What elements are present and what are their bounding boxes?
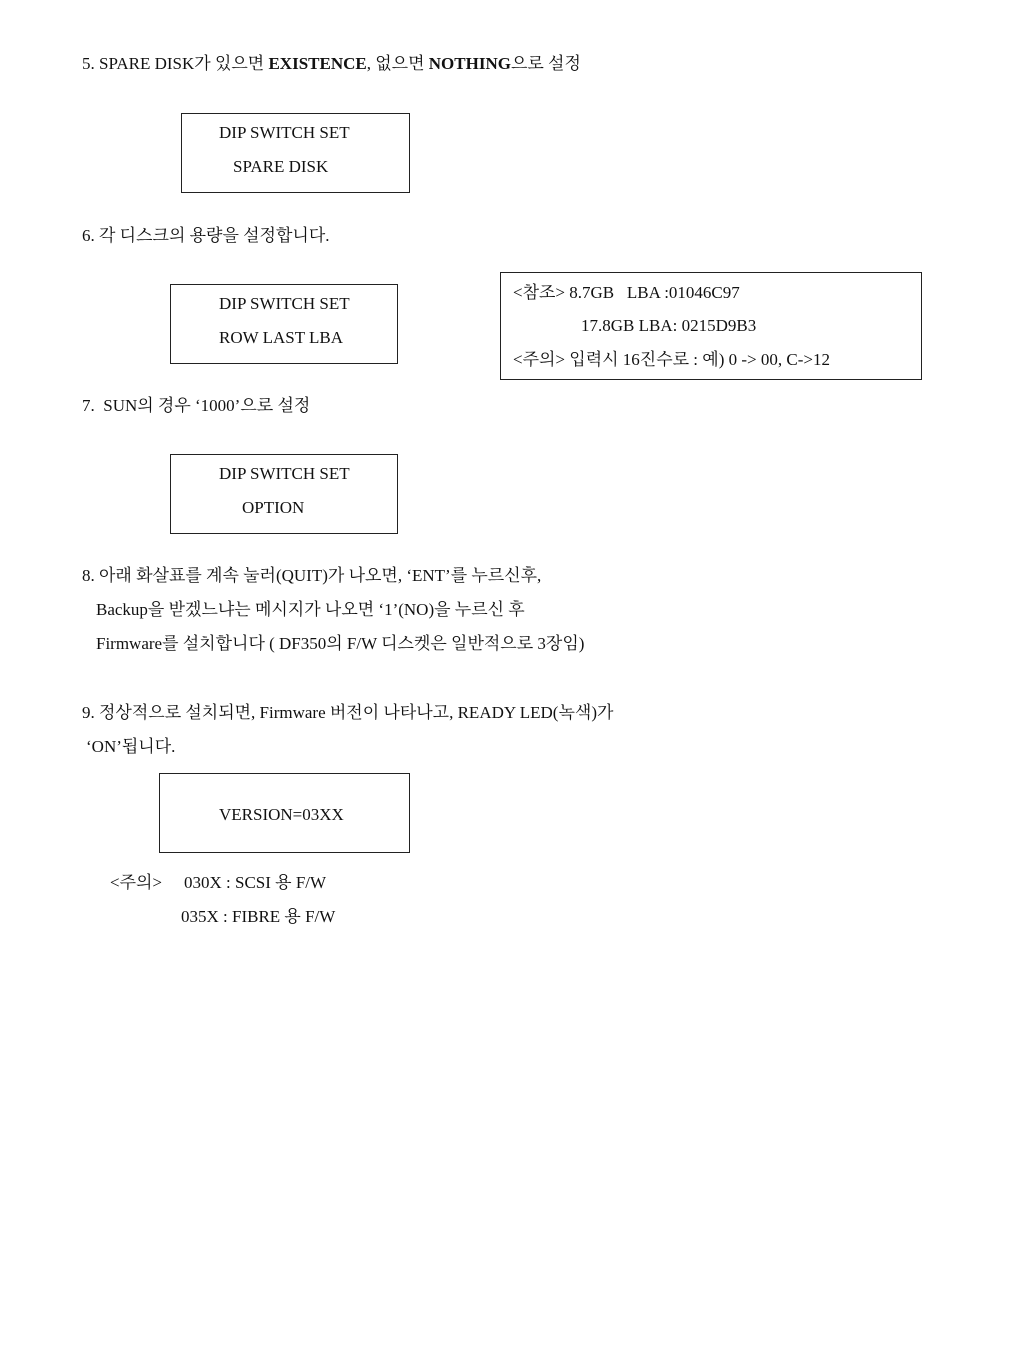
- step9-note-line1: 030X : SCSI 용 F/W: [184, 873, 327, 892]
- step6-dip-box: [170, 284, 398, 364]
- step9-version-box: [159, 773, 410, 853]
- step6-note-line2: 17.8GB LBA: 0215D9B3: [581, 316, 757, 335]
- step6-note-line1: <참조> 8.7GB LBA :01046C97: [513, 283, 740, 302]
- step9-note-line2: 035X : FIBRE 용 F/W: [181, 907, 336, 926]
- step5-existence: EXISTENCE: [268, 54, 367, 73]
- step6-note-box: [500, 272, 922, 380]
- step7-box-line1: DIP SWITCH SET: [219, 464, 350, 483]
- step8-line2: Backup을 받겠느냐는 메시지가 나오면 ‘1’(NO)을 누르신 후: [96, 600, 525, 619]
- step8-line3: Firmware를 설치합니다 ( DF350의 F/W 디스켓은 일반적으로 3장임): [96, 634, 585, 653]
- step6-box-line2: ROW LAST LBA: [219, 328, 344, 347]
- step6-note-line3: <주의> 입력시 16진수로 : 예) 0 -> 00, C->12: [513, 350, 830, 369]
- step5-box-line1: DIP SWITCH SET: [219, 123, 350, 142]
- step6-box-line1: DIP SWITCH SET: [219, 294, 350, 313]
- step5-nothing: NOTHING: [428, 54, 511, 73]
- step7-text: 7. SUN의 경우 ‘1000’으로 설정: [82, 396, 311, 415]
- step5-dip-box: [181, 113, 410, 193]
- step5-prefix: 5. SPARE DISK가 있으면: [82, 54, 269, 73]
- step5-suffix: 으로 설정: [510, 54, 581, 73]
- step9-version-text: VERSION=03XX: [219, 805, 344, 824]
- step9-line1: 9. 정상적으로 설치되면, Firmware 버전이 나타나고, READY LED(녹색)가: [82, 703, 614, 722]
- step9-note-label: <주의>: [110, 873, 163, 892]
- step5-box-line2: SPARE DISK: [233, 157, 329, 176]
- step6-text: 6. 각 디스크의 용량을 설정합니다.: [82, 226, 330, 245]
- step7-dip-box: [170, 454, 398, 534]
- step5-middle: , 없으면: [366, 54, 429, 73]
- step5-text: [82, 53, 581, 75]
- step9-line2: ‘ON’됩니다.: [86, 737, 176, 756]
- step7-box-line2: OPTION: [242, 498, 305, 517]
- step8-line1: 8. 아래 화살표를 계속 눌러(QUIT)가 나오면, ‘ENT’를 누르신후,: [82, 566, 542, 585]
